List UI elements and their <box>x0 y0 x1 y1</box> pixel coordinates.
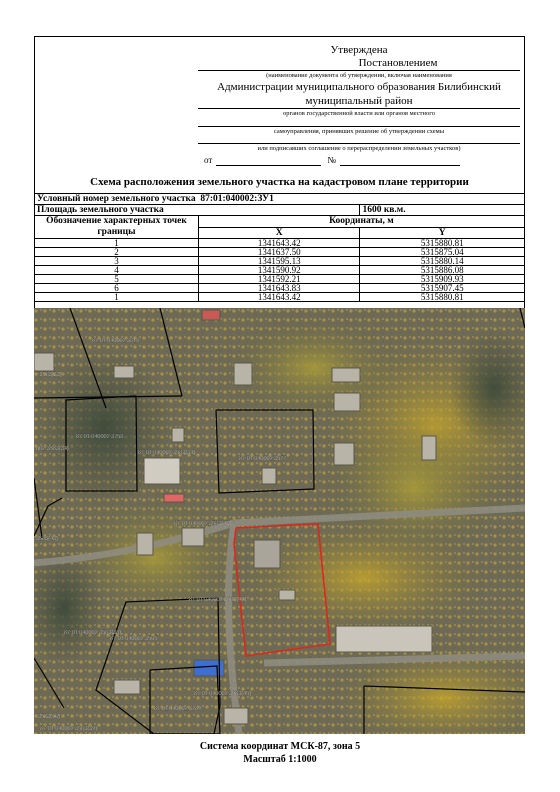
point-number: 2 <box>35 248 199 257</box>
coords-header: Координаты, м <box>198 216 524 228</box>
coord-y: 5315875.04 <box>360 248 525 257</box>
area-label: Площадь земельного участка <box>35 205 360 216</box>
points-header <box>35 216 199 239</box>
coord-y: 5315880.81 <box>360 239 525 248</box>
coord-x: 1341595.13 <box>198 257 360 266</box>
aerial-map <box>34 308 525 734</box>
number-field[interactable] <box>340 165 460 166</box>
scale-label: Масштаб 1:1000 <box>243 754 317 765</box>
x-header: X <box>198 227 360 239</box>
parcel-label: 3583(43) <box>36 536 59 542</box>
parcel-label: 87:01:040002:3583(44) <box>189 597 247 603</box>
coord-x: 1341643.83 <box>198 284 360 293</box>
authority-hint: органов государственной власти или органов местного <box>282 110 436 117</box>
area-value: 1600 кв.м. <box>360 205 525 216</box>
parcel-label: 87:01:040002:3758 <box>76 434 124 440</box>
cadastral-row <box>35 194 525 205</box>
coord-x: 1341643.42 <box>198 293 360 302</box>
coord-x: 1341637.50 <box>198 248 360 257</box>
y-header: Y <box>360 227 525 239</box>
coord-y: 5315909.93 <box>360 275 525 284</box>
district-name: муниципальный район <box>305 95 413 107</box>
point-number: 1 <box>35 239 199 248</box>
parcel-label: 002:3583(34) <box>36 446 69 452</box>
coord-y: 5315886.08 <box>360 266 525 275</box>
parcel-label: 3583(46) <box>38 714 61 720</box>
point-number: 1 <box>35 293 199 302</box>
parcel-label: 87:01:040002:3583(34) <box>138 450 196 456</box>
doc-name-hint: (наименование документа об утверждении, включая наименования <box>266 72 452 79</box>
self-gov-hint: самоуправления, принявших решение об утверждении схемы <box>273 128 445 135</box>
approved-heading: Утверждена <box>330 44 388 56</box>
parcel-label: :3583(33) <box>38 372 62 378</box>
resolution-text: Постановлением <box>358 57 438 69</box>
resolution-line <box>276 57 520 70</box>
point-number: 4 <box>35 266 199 275</box>
coord-y: 5315907.45 <box>360 284 525 293</box>
coord-row <box>35 293 525 302</box>
parcel-table <box>34 193 525 302</box>
parcel-label: 87:01:040002:3583(45) <box>194 691 252 697</box>
points-header-line1: Обозначение характерных точек <box>46 216 187 226</box>
number-label: № <box>327 155 336 165</box>
agreement-hint: или подписавших соглашение о перераспределении земельных участков) <box>257 145 461 152</box>
point-number: 6 <box>35 284 199 293</box>
parcel-label: 87:01:040002:3583(43) <box>174 521 232 527</box>
points-header-line2: границы <box>97 227 136 237</box>
cadastral-label: Условный номер земельного участка <box>37 194 196 204</box>
document-title: Схема расположения земельного участка на кадастровом плане территории <box>90 176 469 188</box>
parcel-label: 87:01:040002:3583(30) <box>64 630 122 636</box>
parcel-label: 87:01:040002:3583(39) <box>40 726 98 732</box>
point-number: 5 <box>35 275 199 284</box>
parcel-label: 87:01:040002:3577 <box>239 456 287 462</box>
coord-x: 1341643.42 <box>198 239 360 248</box>
parcel-label: 87:01:040002:3818 <box>92 338 140 344</box>
coordinate-system: Система координат МСК-87, зона 5 <box>199 741 361 752</box>
coord-x: 1341590.92 <box>198 266 360 275</box>
date-number-row <box>204 155 520 166</box>
parcel-label: 87:01:040002:3565 <box>110 636 158 642</box>
admin-name: Администрации муниципального образования Билибинский <box>217 81 501 93</box>
cadastral-value: 87:01:040002:ЗУ1 <box>200 194 274 204</box>
coord-x: 1341592.21 <box>198 275 360 284</box>
from-label: от <box>204 155 213 165</box>
parcel-label: 87:01:040002:3789 <box>154 706 202 712</box>
date-field[interactable] <box>216 165 321 166</box>
coord-y: 5315880.81 <box>360 293 525 302</box>
coord-y: 5315880.14 <box>360 257 525 266</box>
point-number: 3 <box>35 257 199 266</box>
